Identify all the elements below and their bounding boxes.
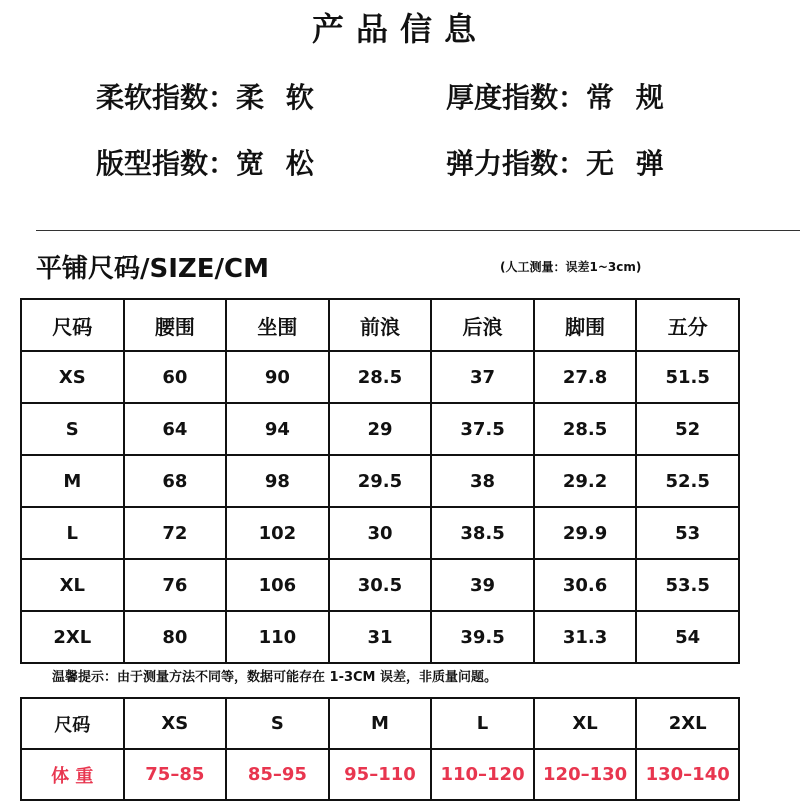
weight-label-cell: 体 重: [21, 749, 124, 800]
table-cell: 2XL: [21, 611, 124, 663]
weight-table-header: [21, 698, 739, 749]
elasticity-index: [446, 142, 670, 182]
table-cell: 102: [226, 507, 329, 559]
fit-value: 宽 松: [236, 147, 320, 180]
weight-range-cell: 130–140: [636, 749, 739, 800]
table-row: [21, 351, 739, 403]
table-cell: 28.5: [534, 403, 637, 455]
table-cell: 39.5: [431, 611, 534, 663]
weight-table-header-cell: 尺码: [21, 698, 124, 749]
table-cell: 98: [226, 455, 329, 507]
table-cell: 31.3: [534, 611, 637, 663]
table-cell: XL: [21, 559, 124, 611]
weight-table-header-cell: XL: [534, 698, 637, 749]
size-table-header-cell: 脚围: [534, 299, 637, 351]
weight-row: [21, 749, 739, 800]
table-cell: 53.5: [636, 559, 739, 611]
table-cell: 38: [431, 455, 534, 507]
weight-range-cell: 120–130: [534, 749, 637, 800]
table-row: [21, 403, 739, 455]
measurement-tip: 温馨提示：由于测量方法不同等，数据可能存在 1-3CM 误差，非质量问题。: [52, 670, 498, 685]
weight-table-header-cell: 2XL: [636, 698, 739, 749]
table-cell: S: [21, 403, 124, 455]
table-cell: L: [21, 507, 124, 559]
table-cell: XS: [21, 351, 124, 403]
table-cell: 52.5: [636, 455, 739, 507]
section-divider: [36, 230, 800, 231]
elasticity-value: 无 弹: [586, 147, 670, 180]
table-cell: 68: [124, 455, 227, 507]
table-row: [21, 455, 739, 507]
thickness-label: 厚度指数：: [446, 81, 587, 114]
size-table-header-cell: 后浪: [431, 299, 534, 351]
weight-range-cell: 110–120: [431, 749, 534, 800]
weight-range-cell: 75–85: [124, 749, 227, 800]
table-cell: 31: [329, 611, 432, 663]
weight-range-cell: 95–110: [329, 749, 432, 800]
weight-table-header-cell: M: [329, 698, 432, 749]
table-cell: 90: [226, 351, 329, 403]
table-cell: 51.5: [636, 351, 739, 403]
softness-value: 柔 软: [236, 81, 320, 114]
weight-table-header-cell: L: [431, 698, 534, 749]
size-section-title: 平铺尺码/SIZE/CM: [36, 254, 269, 284]
table-cell: 37: [431, 351, 534, 403]
table-cell: 80: [124, 611, 227, 663]
table-cell: 72: [124, 507, 227, 559]
thickness-value: 常 规: [586, 81, 670, 114]
size-table-header: [21, 299, 739, 351]
table-cell: 94: [226, 403, 329, 455]
table-cell: 64: [124, 403, 227, 455]
size-table-header-cell: 腰围: [124, 299, 227, 351]
table-cell: 29: [329, 403, 432, 455]
table-cell: M: [21, 455, 124, 507]
table-cell: 76: [124, 559, 227, 611]
softness-label: 柔软指数：: [96, 81, 237, 114]
softness-index: [96, 76, 320, 116]
fit-label: 版型指数：: [96, 147, 237, 180]
table-cell: 39: [431, 559, 534, 611]
table-cell: 30.6: [534, 559, 637, 611]
table-row: [21, 559, 739, 611]
table-cell: 30: [329, 507, 432, 559]
weight-range-cell: 85–95: [226, 749, 329, 800]
table-cell: 29.2: [534, 455, 637, 507]
size-table-header-cell: 前浪: [329, 299, 432, 351]
weight-table: [20, 697, 740, 801]
table-cell: 60: [124, 351, 227, 403]
table-row: [21, 611, 739, 663]
weight-table-header-cell: S: [226, 698, 329, 749]
table-cell: 28.5: [329, 351, 432, 403]
table-cell: 110: [226, 611, 329, 663]
elasticity-label: 弹力指数：: [446, 147, 587, 180]
table-cell: 52: [636, 403, 739, 455]
page-title: 产品信息: [311, 10, 488, 48]
table-cell: 27.8: [534, 351, 637, 403]
table-row: [21, 507, 739, 559]
size-table-header-cell: 五分: [636, 299, 739, 351]
thickness-index: [446, 76, 670, 116]
size-table-header-cell: 尺码: [21, 299, 124, 351]
table-cell: 30.5: [329, 559, 432, 611]
size-table: [20, 298, 740, 664]
table-cell: 38.5: [431, 507, 534, 559]
table-cell: 106: [226, 559, 329, 611]
measurement-note: (人工测量：误差1~3cm): [500, 260, 642, 274]
table-cell: 53: [636, 507, 739, 559]
table-cell: 29.9: [534, 507, 637, 559]
weight-table-header-cell: XS: [124, 698, 227, 749]
table-cell: 54: [636, 611, 739, 663]
table-cell: 37.5: [431, 403, 534, 455]
size-table-header-cell: 坐围: [226, 299, 329, 351]
fit-index: [96, 142, 320, 182]
table-cell: 29.5: [329, 455, 432, 507]
